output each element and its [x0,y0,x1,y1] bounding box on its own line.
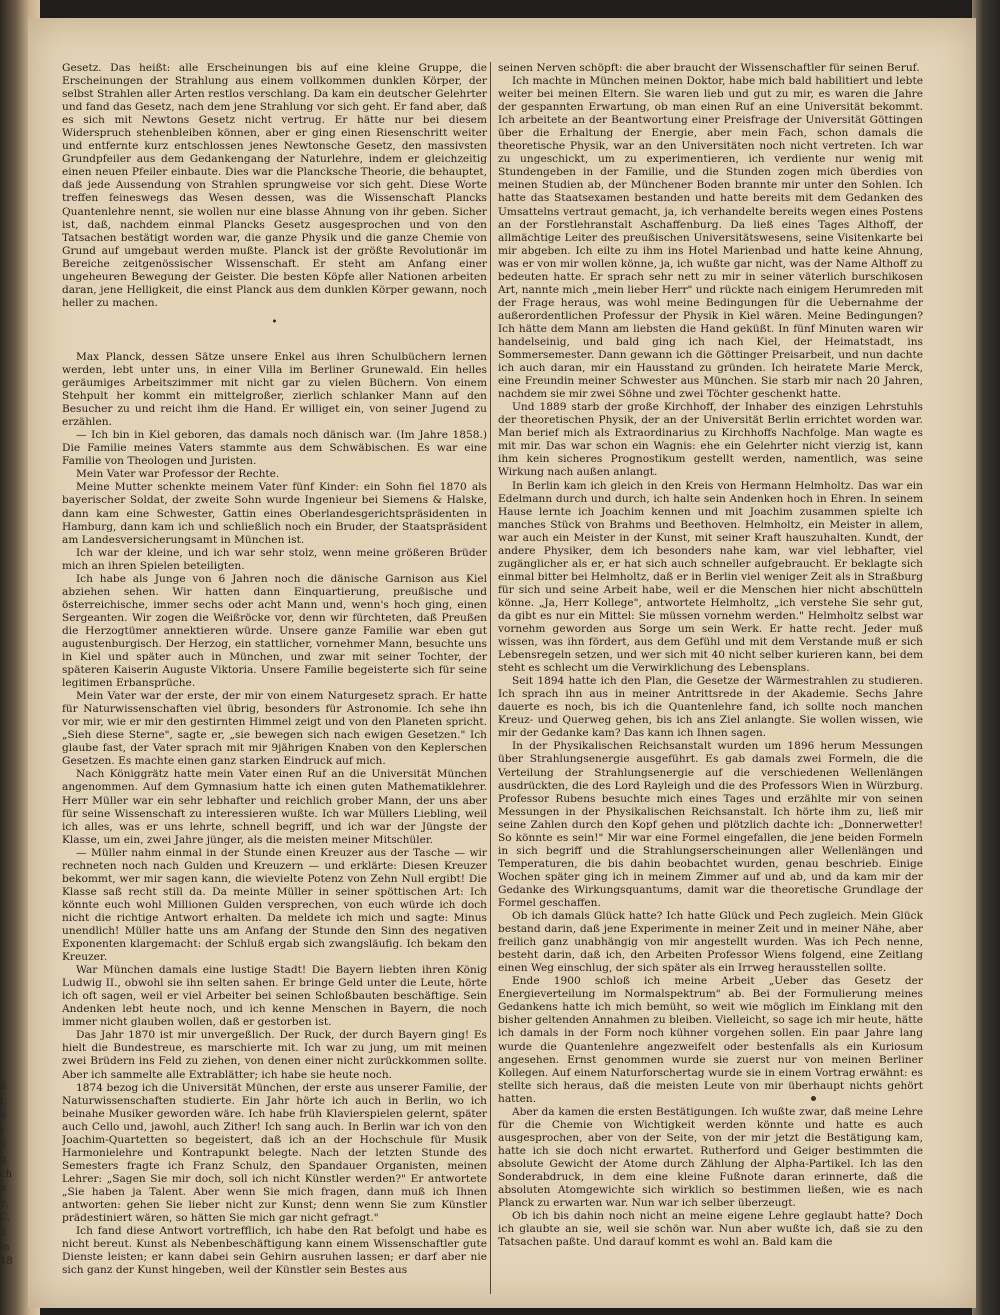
paragraph: Seit 1894 hatte ich den Plan, die Gesetze der Wärmestrahlen zu studieren. Ich sprach ihn aus in meiner Antrittsrede in der Akademie. Sechs Jahre dauerte es noch, bis ich die Quantenlehre fand, ich sollte noch manchen Kreuz- und Querweg gehen, bis ich ans Ziel anlangte. Sie wollen wissen, wie mir der Gedanke kam? Das kann ich Ihnen sagen. [498,675,923,740]
margin-fragment: t, [0,1095,8,1107]
section-separator: • [271,316,278,328]
newspaper-page [28,18,976,1308]
paragraph: — Ich bin in Kiel geboren, das damals noch dänisch war. (Im Jahre 1858.) Die Familie meines Vaters stammte aus dem Schwäbischen. Es war eine Familie von Theologen und Juristen. [62,429,487,468]
paragraph: Ob ich damals Glück hatte? Ich hatte Glück und Pech zugleich. Mein Glück bestand darin, daß jene Experimente in meiner Zeit und in meiner Nähe, aber freilich ganz unabhängig von mir angestellt wurden. Was ich Pech nenne, besteht darin, daß ich, den Arbeiten Professor Wiens folgend, eine Zeitlang einen Weg einschlug, der sich später als ein Irrweg herausstellen sollte. [498,910,923,975]
ink-dot [811,1096,816,1101]
paragraph: Ich machte in München meinen Doktor, habe mich bald habilitiert und lebte weiter bei meinen Eltern. Sie waren lieb und gut zu mir, es waren die Jahre der gespannten Erwartung, ob man einen Ruf an eine Universität bekommt. Ich arbeitete an der Beantwortung einer Preisfrage der Universität Göttingen über die Erhaltung der Energie, aber mein Fach, schon damals die theoretische Physik, war an den Universitäten noch nicht vertreten. Ich war zu ungeschickt, um zu experimentieren, ich verdiente nur wenig mit Stundengeben in der Familie, und die Stunden zogen mich überdies von meinen Studien ab, der Münchener Boden brannte mir unter den Sohlen. Ich hatte das Staatsexamen bestanden und hatte bereits mit dem Gedanken des Umsattelns vertraut gemacht, ja, ich verhandelte bereits wegen eines Postens an der Forstlehranstalt Aschaffenburg. Da ließ eines Tages Althoff, der allmächtige Leiter des preußischen Universitätswesens, seine Visitenkarte bei mir abgeben. Ich eilte zu ihm ins Hotel Marienbad und hatte keine Ahnung, was er von mir wollen könne, ja, ich wußte gar nicht, was der Name Althoff zu bedeuten hatte. Er sprach sehr nett zu mir in seiner väterlich burschikosen Art, nannte mich „mein lieber Herr" und rückte nach einigem Herumreden mit der Frage heraus, was wohl meine Bedingungen für die Uebernahme der außerordentlichen Professur der Physik in Kiel wären. Meine Bedingungen? Ich hätte dem Mann am liebsten die Hand geküßt. In fünf Minuten waren wir handelseinig, und bald ging ich nach Kiel, der Heimatstadt, ins Sommersemester. Dann gewann ich die Göttinger Preisarbeit, und nun dachte ich auch daran, mir ein Hausstand zu gründen. Ich heiratete Marie Merck, eine Freundin meiner Schwester aus München. Sie starb mir nach 20 Jahren, nachdem sie mir zwei Söhne und zwei Töchter geschenkt hatte. [498,75,923,401]
margin-fragment: ch [0,1168,13,1180]
margin-fragment: k [0,1139,7,1151]
column-rule [490,62,491,1294]
paragraph: Ende 1900 schloß ich meine Arbeit „Ueber das Gesetz der Energieverteilung im Normalspektrum" ab. Bei der Formulierung meines Gedankens hatte ich mich bemüht, so weit wie möglich im Einklang mit den bisher geltenden Annahmen zu bleiben. Vielleicht, so sage ich mir heute, hätte ich damals in der Form noch kühner vorgehen sollen. Ein paar Jahre lang wurde die Quantenlehre angezweifelt oder bestenfalls als ein Kuriosum angesehen. Ernst genommen wurde sie zuerst nur von meinen Berliner Kollegen. Auf einem Naturforschertag wurde sie in einem Vortrag erwähnt: es stellte sich heraus, daß die meisten Leute von mir überhaupt nichts gehört hatten. [498,975,923,1105]
paragraph: Nach Königgrätz hatte mein Vater einen Ruf an die Universität München angenommen. Auf dem Gymnasium hatte ich einen guten Mathematiklehrer. Herr Müller war ein sehr lebhafter und reichlich grober Mann, der uns aber für seine Wissenschaft zu interessieren wußte. Ich war Müllers Liebling, weil ich alles, was er uns lehrte, schnell begriff, und ich war der Jüngste der Klasse, um ein, zwei Jahre jünger, als die meisten meiner Mitschüler. [62,768,487,846]
paragraph: Das Jahr 1870 ist mir unvergeßlich. Der Ruck, der durch Bayern ging! Es hielt die Bundestreue, es marschierte mit. Ich war zu jung, um mit meinen zwei Brüdern ins Feld zu ziehen, von denen einer nicht zurückkommen sollte. Aber ich sammelte alle Extrablätter; ich habe sie heute noch. [62,1029,487,1081]
margin-fragment: 18 [0,1256,13,1268]
paragraph: — Müller nahm einmal in der Stunde einen Kreuzer aus der Tasche — wir rechneten noch nach Gulden und Kreuzern — und erklärte: Diesen Kreuzer bekommt, wer mir sagen kann, die wievielte Potenz von Zehn Null ergibt! Die Klasse saß recht still da. Da meinte Müller in seiner spöttischen Art: Ich könnte euch wohl Millionen Gulden versprechen, von euch würde ich doch nicht die richtige Antwort erhalten. Da meldete ich mich und sagte: Minus unendlich! Müller hatte uns am Anfang der Stunde den Sinn des negativen Exponenten klargemacht: der Schluß ergab sich zwangsläufig. Ich bekam den Kreuzer. [62,846,487,964]
margin-fragment: n [0,1183,7,1195]
margin-fragment: C, [0,1212,11,1224]
margin-fragment: e [0,1110,6,1122]
paragraph: Aber da kamen die ersten Bestätigungen. Ich wußte zwar, daß meine Lehre für die Chemie von Wichtigkeit werden könnte und hatte es auch ausgesprochen, aber von der Seite, von der mir jetzt die Bestätigung kam, hatte ich sie doch nicht erwartet. Rutherford und Geiger bestimmten die absolute Gewicht der Atome durch Zählung der Alpha-Partikel. Ich las den Sonderabdruck, in dem eine kleine Fußnote daran erinnerte, daß die absoluten Atomgewichte sich wirklich so bestimmen ließen, wie es nach Planck zu erwarten war. Nun war ich selber überzeugt. [498,1105,923,1210]
paragraph: Max Planck, dessen Sätze unsere Enkel aus ihren Schulbüchern lernen werden, lebt unter uns, in einer Villa im Berliner Grunewald. Ein helles geräumiges Arbeitszimmer mit nicht gar zu vielen Büchern. Von einem Stehpult her kommt ein mittelgroßer, zierlich schlanker Mann auf den Besucher zu und reicht ihm die Hand. Er williget ein, von seiner Jugend zu erzählen. [62,350,487,429]
paragraph: In Berlin kam ich gleich in den Kreis von Hermann Helmholtz. Das war ein Edelmann durch und durch, ich halte sein Andenken hoch in Ehren. In seinem Hause lernte ich Joachim kennen und mit Joachim zusammen spielte ich manches Stück von Brahms und Beethoven. Helmholtz, ein Meister in allem, war auch ein Meister in der Kunst, mit seiner Kraft hauszuhalten. Kundt, der andere Physiker, dem ich besonders nahe kam, war viel lebhafter, viel zugänglicher als er, er hat sich auch schneller aufgebraucht. Er beklagte sich einmal bitter bei Helmholtz, daß er in Berlin viel weniger Zeit als in Straßburg für sich und seine Arbeit habe, weil er die Menschen hier nicht abschütteln könne. „Ja, Herr Kollege", antwortete Helmholtz, „ich verstehe Sie sehr gut, da gibt es nur ein Mittel: Sie müssen vornehm werden." Helmholtz selbst war vornehm geworden aus Sorge um sein Werk. Er hatte recht. Jeder muß wissen, was ihn fördert, aus dem Gefühl und mit dem Verstande muß er sich Lebensregeln setzen, und wer sich mit 40 nicht selber kurieren kann, bei dem steht es schlecht um die Verwirklichung des Lebensplans. [498,479,923,675]
margin-fragment: e, [0,1197,10,1209]
book-spine-right [972,0,1000,1315]
column-left [62,62,487,1294]
paragraph: Mein Vater war der erste, der mir von einem Naturgesetz sprach. Er hatte für Naturwissenschaften viel übrig, besonders für Astronomie. Ich sehe ihn vor mir, wie er mir den gestirnten Himmel zeigt und von den Planeten spricht. „Sieh diese Sterne", sagte er, „sie bewegen sich nach ewigen Gesetzen." Ich glaube fast, der Vater sprach mit mir 9jährigen Knaben von den Keplerschen Gesetzen. Es machte einen ganz starken Eindruck auf mich. [62,690,487,768]
previous-page-margin [0,1080,14,1270]
paragraph: Ich war der kleine, und ich war sehr stolz, wenn meine größeren Brüder mich an ihren Spielen beteiligten. [62,546,487,572]
paragraph: 1874 bezog ich die Universität München, der erste aus unserer Familie, der Naturwissenschaften studierte. Ein Jahr hörte ich auch in Berlin, wo ich beinahe Musiker geworden wäre. Ich habe früh Klavierspielen gelernt, später auch Cello und, jawohl, auch Zither! Ich sang auch. In Berlin war ich von den Joachim-Quartetten so begeistert, daß ich an der Hochschule für Musik Harmonielehre und Kontrapunkt belegte. Nach der letzten Stunde des Semesters fragte ich Franz Schulz, den Spandauer Organisten, meinen Lehrer: „Sagen Sie mir doch, soll ich nicht Künstler werden?" Er antwortete „Sie haben ja Talent. Aber wenn Sie mich fragen, dann muß ich Ihnen antworten: gehen Sie lieber nicht zur Kunst; denn wenn Sie zum Künstler prädestiniert wären, so hätten Sie mich gar nicht gefragt." [62,1081,487,1225]
paragraph: Meine Mutter schenkte meinem Vater fünf Kinder: ein Sohn fiel 1870 als bayerischer Soldat, der zweite Sohn wurde Ingenieur bei Siemens & Halske, dann kam eine Schwester, Gattin eines Oberlandesgerichtspräsidenten in Hamburg, dann kam ich und schließlich noch ein Bruder, der Staatspräsident am Landesversicherungsamt in München ist. [62,481,487,546]
margin-fragment: g. [0,1153,10,1165]
paragraph: Ob ich bis dahin noch nicht an meine eigene Lehre geglaubt hatte? Doch ich glaubte an sie, weil sie schön war. Nun aber wußte ich, daß sie zu den Tatsachen paßte. Und darauf kommt es wohl an. Bald kam die [498,1210,923,1249]
paragraph: In der Physikalischen Reichsanstalt wurden um 1896 herum Messungen über Strahlungsenergie ausgeführt. Es gab damals zwei Formeln, die die Verteilung der Strahlungsenergie auf die verschiedenen Wellenlängen ausdrückten, die des Lord Rayleigh und die des Professors Wien in Würzburg. Professor Rubens besuchte mich eines Tages und erzählte mir von seinen Messungen in der Physikalischen Reichsanstalt. Ich hörte ihm zu, ließ mir seine Zahlen durch den Kopf gehen und plötzlich dachte ich: „Donnerwetter! So könnte es sein!" Mir war eine Formel eingefallen, die jene beiden Formeln in sich begriff und die Strahlungserscheinungen aller Wellenlängen und Temperaturen, die bis dahin beobachtet wurden, genau beschrieb. Einige Wochen später ging ich in meinem Zimmer auf und ab, und da kam mir der Gedanke des Wirkungsquantums, damit war die theoretische Grundlage der Formel geschaffen. [498,740,923,909]
paragraph: Gesetz. Das heißt: alle Erscheinungen bis auf eine kleine Gruppe, die Erscheinungen der Strahlung aus einem vollkommen dunklen Körper, der selbst Strahlen aller Arten restlos verschlang. Da kam ein deutscher Gelehrter und fand das Gesetz, nach dem jene Strahlung vor sich geht. Er fand aber, daß es sich mit Newtons Gesetz nicht vertrug. Er hätte nur bei diesem Widerspruch stehenbleiben können, aber er ging einen Riesenschritt weiter und entfernte kurz entschlossen jenes Newtonsche Gesetz, den massivsten Grundpfeiler aus dem Gedankengang der Naturlehre, indem er gleichzeitig einen neuen Pfeiler einbaute. Dies war die Plancksche Theorie, die behauptet, daß jede Aussendung von Strahlen sprungweise vor sich geht. Diese Worte treffen feineswegs das Wesen dessen, was die Wissenschaft Plancks Quantenlehre nennt, sie wollen nur eine blasse Ahnung von ihr geben. Sicher ist, daß, nachdem einmal Plancks Gesetz ausgesprochen und von den Tatsachen bestätigt worden war, die ganze Physik und die ganze Chemie von Grund auf umgebaut werden mußte. Planck ist der größte Revolutionär im Bereiche zeitgenössischer Wissenschaft. Er steht am Anfang einer ungeheuren Bewegung der Geister. Die besten Köpfe aller Nationen arbeiten daran, jene Helligkeit, die einst Planck aus dem dunklen Körper gewann, noch heller zu machen. [62,62,487,309]
margin-fragment: r [0,1124,5,1136]
margin-fragment: in [0,1241,10,1253]
margin-fragment: ß [0,1081,7,1092]
column-right [498,62,923,1294]
paragraph: Und 1889 starb der große Kirchhoff, der Inhaber des einzigen Lehrstuhls der theoretischen Physik, der an der Universität Berlin errichtet worden war. Man berief mich als Extraordinarius zu Kirchhoffs Nachfolge. Man wagte es mit mir. Das war schon ein Wagnis: ehe ein Gelehrter nicht vierzig ist, kann ihm kein sicheres Prognostikum gestellt werden, namentlich, was seine Wirkung nach außen anlangt. [498,401,923,479]
paragraph: Ich fand diese Antwort vortrefflich, ich habe den Rat befolgt und habe es nicht bereut. Kunst als Nebenbeschäftigung kann einem Wissenschaftler gute Dienste leisten; er kann dabei sein Gehirn ausruhen lassen; er darf aber nie sich ganz der Kunst hingeben, weil der Künstler sein Bestes aus [62,1225,487,1277]
paragraph: Ich habe als Junge von 6 Jahren noch die dänische Garnison aus Kiel abziehen sehen. Wir hatten dann Einquartierung, preußische und österreichische, immer sechs oder acht Mann und, wenn's hoch ging, einen Sergeanten. Wir zogen die Weißröcke vor, denn wir fürchteten, daß Preußen die Herzogtümer annektieren würde. Unsere ganze Familie war eben gut augustenburgisch. Der Herzog, ein stattlicher, vornehmer Mann, besuchte uns in Kiel und später auch in München, und zwar mit seiner Tochter, der späteren Kaiserin Auguste Viktoria. Unsere Familie begeisterte sich für seine legitimen Erbansprüche. [62,572,487,690]
paragraph: War München damals eine lustige Stadt! Die Bayern liebten ihren König Ludwig II., obwohl sie ihn selten sahen. Er bringe Geld unter die Leute, hörte ich oft sagen, weil er viel Arbeiter bei seinen Schloßbauten beschäftige. Sein Andenken lebt heute noch, und ich kenne Menschen in Bayern, die noch immer nicht glauben wollen, daß er gestorben ist. [62,964,487,1029]
paragraph: seinen Nerven schöpft: die aber braucht der Wissenschaftler für seinen Beruf. [498,62,920,74]
margin-fragment: n [0,1226,7,1238]
paragraph: Mein Vater war Professor der Rechte. [76,468,280,481]
